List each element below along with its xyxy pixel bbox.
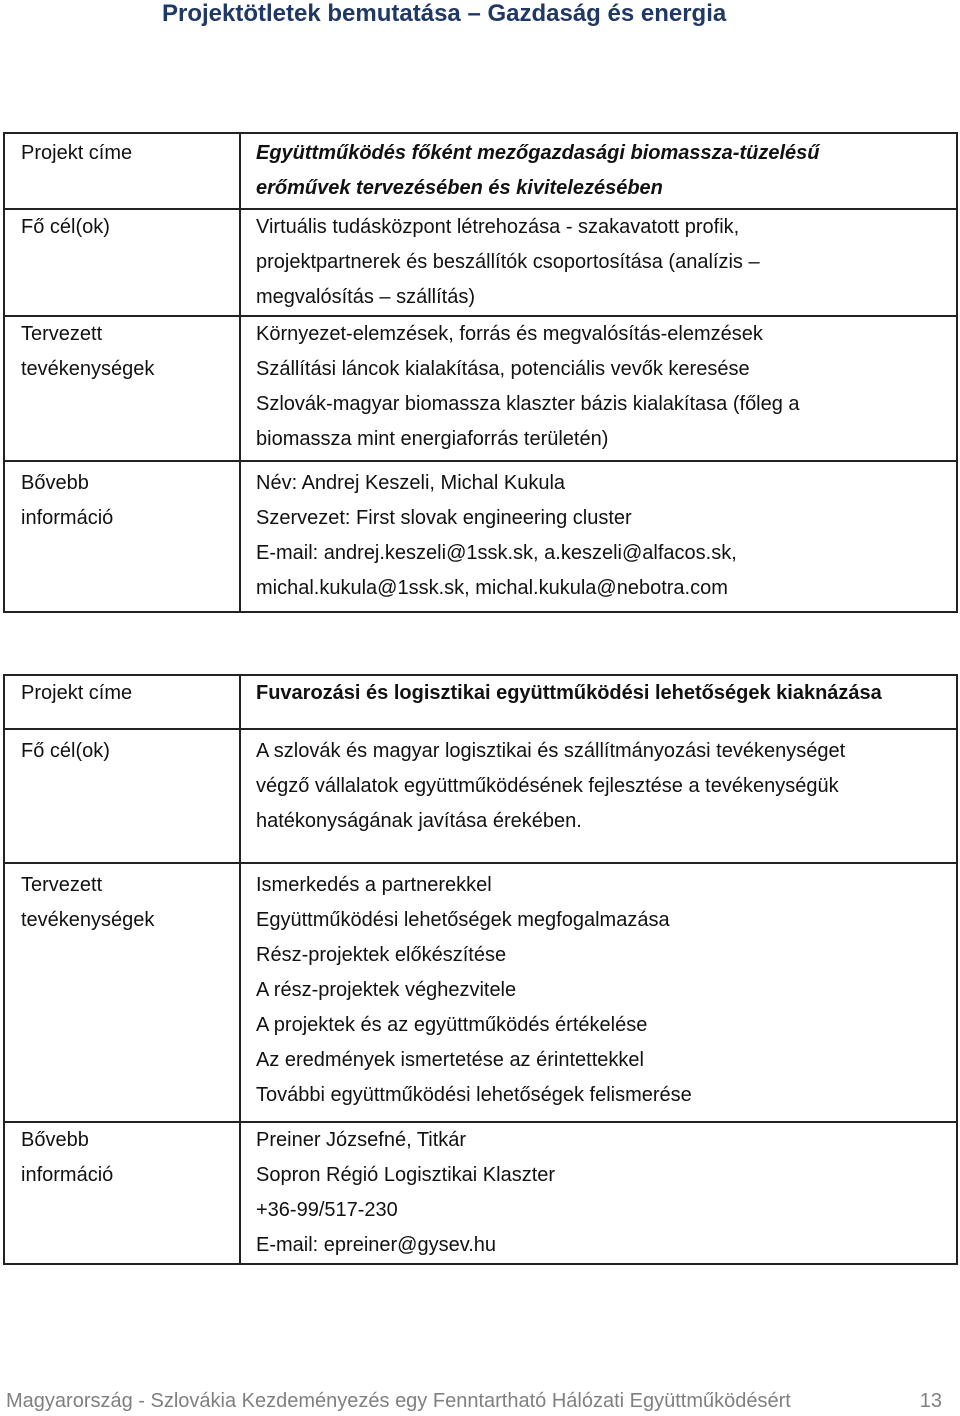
footer-text: Magyarország - Szlovákia Kezdeményezés egy Fenntartható Hálózati Együttműködésért — [6, 1390, 791, 1412]
label-planned-activities: Tervezett tevékenységek — [4, 863, 240, 1122]
row-planned-activities — [4, 316, 957, 461]
value-main-goal: Virtuális tudásközpont létrehozása - szakavatott profik, projektpartnerek és beszállítók csoportosítása (analízis – megvalósítás – szállítás) — [240, 209, 957, 316]
page-title: Projektötletek bemutatása – Gazdaság és energia — [162, 0, 727, 27]
page-number: 13 — [919, 1390, 942, 1412]
project-table-2 — [3, 674, 958, 1265]
value-project-title: Együttműködés főként mezőgazdasági biomassza-tüzelésű erőművek tervezésében és kivitelezésében — [240, 133, 957, 209]
label-more-info: Bővebb információ — [4, 1122, 240, 1264]
label-project-title: Projekt címe — [4, 133, 240, 209]
label-more-info: Bővebb információ — [4, 461, 240, 612]
row-main-goal — [4, 729, 957, 863]
row-project-title — [4, 675, 957, 729]
row-planned-activities — [4, 863, 957, 1122]
value-project-title: Fuvarozási és logisztikai együttműködési lehetőségek kiaknázása — [240, 675, 957, 729]
value-main-goal: A szlovák és magyar logisztikai és szállítmányozási tevékenységet végző vállalatok együttműködésének fejlesztése a tevékenységük hatékonyságának javítása érekében. — [240, 729, 957, 863]
value-more-info: Név: Andrej Keszeli, Michal Kukula Szervezet: First slovak engineering cluster E-mail: andrej.keszeli@1ssk.sk, a.keszeli@alfacos.sk, michal.kukula@1ssk.sk, michal.kukula@nebotra.com — [240, 461, 957, 612]
row-more-info — [4, 461, 957, 612]
label-main-goal: Fő cél(ok) — [4, 729, 240, 863]
row-more-info — [4, 1122, 957, 1264]
row-main-goal — [4, 209, 957, 316]
page-footer — [6, 1386, 942, 1416]
value-more-info: Preiner Józsefné, Titkár Sopron Régió Logisztikai Klaszter +36-99/517-230 E-mail: epreiner@gysev.hu — [240, 1122, 957, 1264]
value-planned-activities: Környezet-elemzések, forrás és megvalósítás-elemzések Szállítási láncok kialakítása, potenciális vevők keresése Szlovák-magyar biomassza klaszter bázis kialakítasa (főleg a biomassza mint energiaforrás területén) — [240, 316, 957, 461]
label-planned-activities: Tervezett tevékenységek — [4, 316, 240, 461]
value-planned-activities: Ismerkedés a partnerekkel Együttműködési lehetőségek megfogalmazása Rész-projektek előkészítése A rész-projektek véghezvitele A projektek és az együttműködés értékelése Az eredmények ismertetése az érintettekkel További együttműködési lehetőségek felismerése — [240, 863, 957, 1122]
project-table-1 — [3, 132, 958, 613]
label-project-title: Projekt címe — [4, 675, 240, 729]
label-main-goal: Fő cél(ok) — [4, 209, 240, 316]
row-project-title — [4, 133, 957, 209]
